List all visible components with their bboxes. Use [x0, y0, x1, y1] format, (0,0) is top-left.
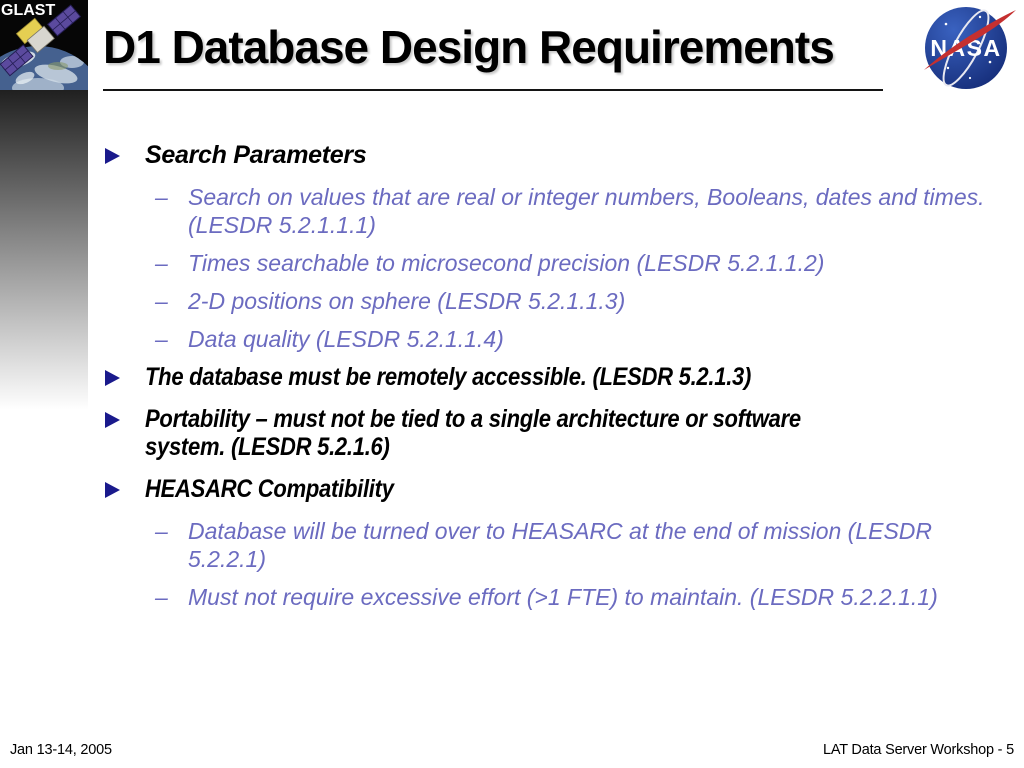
- sub-bullet-text-line: Search on values that are real or integer numbers, Booleans, dates and times.: [188, 184, 985, 210]
- sub-bullet-2d-positions: [105, 287, 1015, 315]
- dash-bullet-icon: –: [155, 584, 168, 610]
- bullet-item-heasarc-compatibility: [105, 475, 1015, 503]
- sub-bullet-text-line: 5.2.2.1): [188, 546, 266, 572]
- bullet-triangle-icon: [105, 482, 120, 498]
- bullet-item-portability: [105, 405, 1015, 461]
- bullet-item-search-parameters: [105, 141, 1015, 169]
- footer-page-label: LAT Data Server Workshop - 5: [822, 742, 1014, 758]
- side-gradient-bar: [0, 90, 88, 410]
- dash-bullet-icon: –: [155, 184, 168, 210]
- footer-date: Jan 13-14, 2005: [10, 742, 112, 758]
- sub-bullet-search-values: [105, 183, 1015, 239]
- bullet-text: HEASARC Compatibility: [145, 475, 394, 503]
- sub-bullet-excessive-effort: [105, 583, 1015, 611]
- bullet-text-line: system. (LESDR 5.2.1.6): [145, 433, 390, 461]
- dash-bullet-icon: –: [155, 326, 168, 352]
- bullet-triangle-icon: [105, 412, 120, 428]
- slide-body: [105, 141, 1015, 621]
- bullet-triangle-icon: [105, 148, 120, 164]
- title-underline: [103, 89, 883, 91]
- nasa-logo: [918, 2, 1020, 94]
- bullet-triangle-icon: [105, 370, 120, 386]
- dash-bullet-icon: –: [155, 518, 168, 544]
- sub-bullet-data-quality: [105, 325, 1015, 353]
- sub-bullet-text-line: (LESDR 5.2.1.1.1): [188, 212, 376, 238]
- glast-logo: [0, 0, 88, 90]
- sub-bullet-text: 2-D positions on sphere (LESDR 5.2.1.1.3): [188, 288, 626, 314]
- sub-bullet-text: Data quality (LESDR 5.2.1.1.4): [188, 326, 504, 352]
- glast-logo-graphic: [0, 0, 88, 90]
- glast-logo-label: GLAST: [1, 2, 56, 19]
- sub-bullet-turned-over-heasarc: [105, 517, 1015, 573]
- dash-bullet-icon: –: [155, 288, 168, 314]
- dash-bullet-icon: –: [155, 250, 168, 276]
- bullet-text: The database must be remotely accessible. (LESDR 5.2.1.3): [145, 363, 752, 391]
- bullet-item-remotely-accessible: [105, 363, 1015, 391]
- sub-bullet-times-searchable: [105, 249, 1015, 277]
- slide-title: D1 Database Design Requirements: [103, 21, 834, 73]
- sub-bullet-text-line: Database will be turned over to HEASARC at the end of mission (LESDR: [188, 518, 933, 544]
- bullet-text: Search Parameters: [145, 141, 367, 169]
- bullet-text-line: Portability – must not be tied to a single architecture or software: [145, 405, 801, 433]
- nasa-logo-label: NASA: [930, 35, 1002, 61]
- sub-bullet-text: Times searchable to microsecond precision (LESDR 5.2.1.1.2): [188, 250, 825, 276]
- nasa-meatball-icon: [918, 2, 1020, 94]
- sub-bullet-text: Must not require excessive effort (>1 FTE) to maintain. (LESDR 5.2.2.1.1): [188, 584, 938, 610]
